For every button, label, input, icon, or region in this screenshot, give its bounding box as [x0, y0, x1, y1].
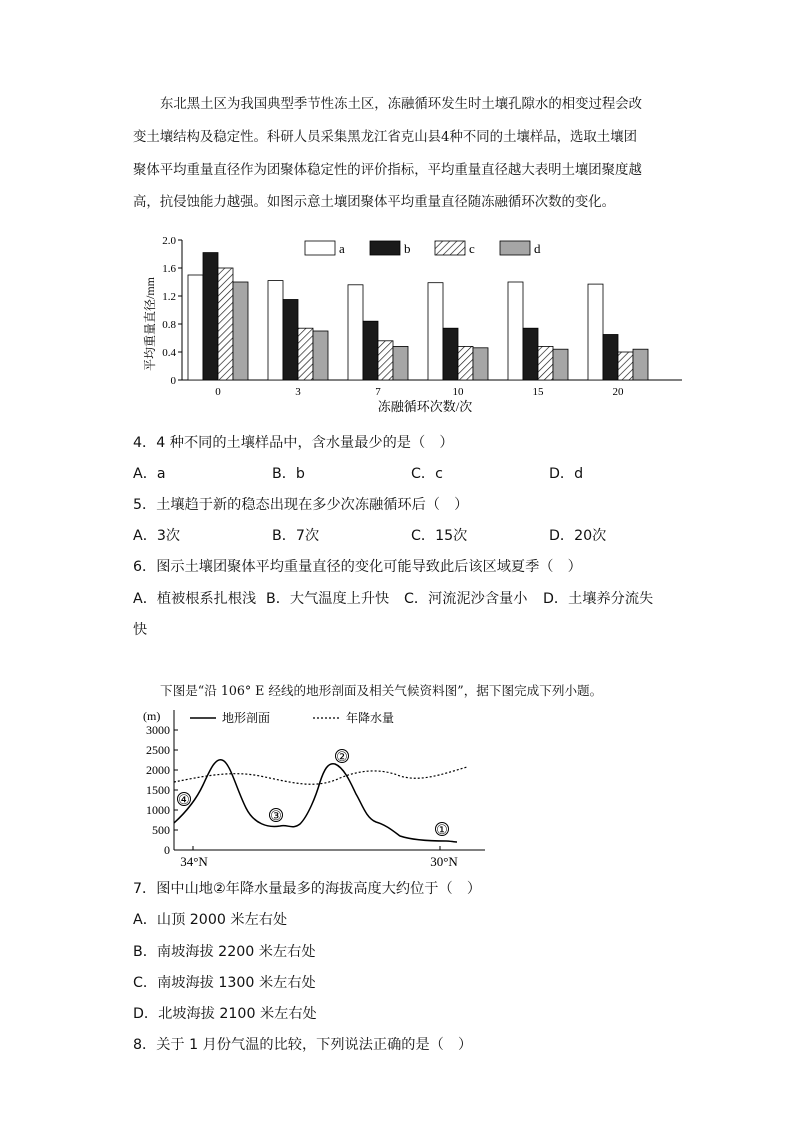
profile-y-tick: 3000	[146, 723, 170, 737]
chart-x-tick-label: 3	[295, 386, 301, 398]
profile-y-tick: 1500	[146, 783, 170, 797]
passage-1-line-1: 东北黑土区为我国典型季节性冻土区，冻融循环发生时土壤孔隙水的相变过程会改	[160, 97, 643, 112]
bar-b-15	[523, 328, 538, 380]
bar-c-20	[618, 352, 633, 380]
bar-d-3	[313, 331, 328, 380]
chart-bars	[188, 253, 648, 380]
profile-marker-1	[436, 822, 449, 837]
bar-chart	[130, 228, 690, 420]
profile-y-tick: 500	[152, 823, 170, 837]
profile-x-label-left: 34°N	[180, 854, 208, 869]
question-4-option-a[interactable]: A．a	[133, 466, 166, 482]
chart-y-axis-label: 平均重量直径/mm	[143, 276, 157, 372]
bar-a-3	[268, 281, 283, 380]
question-5-option-c[interactable]: C．15次	[411, 528, 468, 544]
bar-b-20	[603, 335, 618, 381]
terrain-profile-chart	[130, 700, 490, 872]
passage-1-line-2: 变土壤结构及稳定性。科研人员采集黑龙江省克山县4种不同的土壤样品，选取土壤团	[133, 130, 637, 145]
passage-2: 下图是“沿 106° E 经线的地形剖面及相关气候资料图”，据下图完成下列小题。	[160, 683, 603, 698]
question-5-option-d[interactable]: D．20次	[549, 528, 607, 544]
question-6-option-d[interactable]: D．土壤养分流失	[543, 591, 654, 607]
bar-c-0	[218, 268, 233, 380]
question-7-option-d[interactable]: D．北坡海拔 2100 米左右处	[133, 1006, 317, 1022]
marker-2-label: ②	[336, 749, 348, 764]
question-7-option-c[interactable]: C．南坡海拔 1300 米左右处	[133, 975, 316, 991]
question-6-option-b[interactable]: B．大气温度上升快	[266, 591, 390, 607]
profile-x-label-right: 30°N	[430, 854, 458, 869]
chart-x-axis-label: 冻融循环次数/次	[377, 399, 473, 414]
chart-y-tick-label: 1.2	[162, 291, 176, 303]
legend-label-a: a	[339, 241, 345, 256]
question-7-option-a[interactable]: A．山顶 2000 米左右处	[133, 912, 288, 928]
chart-y-tick-label: 0	[170, 375, 176, 387]
profile-y-tick: 1000	[146, 803, 170, 817]
passage-1-line-4: 高，抗侵蚀能力越强。如图示意土壤团聚体平均重量直径随冻融循环次数的变化。	[133, 195, 616, 210]
profile-y-ticks	[146, 723, 178, 857]
chart-y-tick-label: 2.0	[162, 235, 176, 247]
chart-x-tick-label: 7	[375, 386, 381, 398]
bar-a-7	[348, 285, 363, 380]
chart-y-tick-label: 1.6	[162, 263, 176, 275]
bar-a-10	[428, 283, 443, 380]
marker-4-label: ④	[178, 792, 190, 807]
chart-y-tick-label: 0.4	[162, 347, 176, 359]
question-6-option-d-wrap: 快	[133, 622, 148, 638]
bar-b-7	[363, 321, 378, 380]
question-4-option-c[interactable]: C．c	[411, 466, 443, 482]
legend-swatch-d	[500, 241, 530, 255]
bar-a-20	[588, 284, 603, 380]
chart-y-tick-label: 0.8	[162, 319, 176, 331]
legend-swatch-a	[305, 241, 335, 255]
question-7-option-b[interactable]: B．南坡海拔 2200 米左右处	[133, 944, 316, 960]
marker-1-label: ①	[436, 822, 448, 837]
passage-1-line-3: 聚体平均重量直径作为团聚体稳定性的评价指标，平均重量直径越大表明土壤团聚度越	[133, 163, 642, 178]
bar-b-0	[203, 253, 218, 380]
profile-y-tick: 2500	[146, 743, 170, 757]
legend-swatch-b	[370, 241, 400, 255]
bar-d-20	[633, 349, 648, 380]
chart-x-ticks	[215, 386, 624, 398]
legend-label-d: d	[534, 241, 541, 256]
chart-x-tick-label: 20	[612, 386, 624, 398]
question-5-option-b[interactable]: B．7次	[272, 528, 320, 544]
legend-label-b: b	[404, 241, 411, 256]
profile-marker-3	[270, 808, 283, 823]
legend-swatch-c	[435, 241, 465, 255]
chart-y-ticks	[162, 235, 182, 387]
chart-legend	[305, 241, 541, 256]
bar-a-0	[188, 275, 203, 380]
bar-a-15	[508, 282, 523, 380]
profile-unit-label: (m)	[143, 709, 161, 723]
chart-x-tick-label: 15	[532, 386, 544, 398]
profile-y-tick: 2000	[146, 763, 170, 777]
bar-c-15	[538, 346, 553, 380]
chart-x-tick-label: 10	[452, 386, 464, 398]
profile-marker-4	[178, 792, 191, 807]
question-8-stem: 8．关于 1 月份气温的比较，下列说法正确的是（ ）	[133, 1037, 473, 1053]
question-6-option-a[interactable]: A．植被根系扎根浅	[133, 591, 257, 607]
profile-marker-2	[336, 749, 349, 764]
question-4-option-d[interactable]: D．d	[549, 466, 584, 482]
legend-terrain-label: 地形剖面	[222, 711, 271, 725]
bar-c-10	[458, 346, 473, 380]
bar-c-3	[298, 328, 313, 380]
profile-y-tick: 0	[164, 843, 170, 857]
question-5-stem: 5．土壤趋于新的稳态出现在多少次冻融循环后（ ）	[133, 497, 469, 513]
question-5-option-a[interactable]: A．3次	[133, 528, 181, 544]
legend-label-c: c	[469, 241, 475, 256]
bar-b-3	[283, 300, 298, 381]
bar-d-0	[233, 282, 248, 380]
bar-d-7	[393, 346, 408, 380]
question-4-option-b[interactable]: B．b	[272, 466, 305, 482]
question-6-option-c[interactable]: C．河流泥沙含量小	[404, 591, 528, 607]
bar-b-10	[443, 328, 458, 380]
bar-d-10	[473, 348, 488, 380]
question-6-stem: 6．图示土壤团聚体平均重量直径的变化可能导致此后该区域夏季（ ）	[133, 559, 582, 575]
bar-c-7	[378, 341, 393, 380]
question-7-stem: 7．图中山地②年降水量最多的海拔高度大约位于（ ）	[133, 881, 482, 897]
chart-x-tick-label: 0	[215, 386, 221, 398]
question-4-stem: 4．4 种不同的土壤样品中，含水量最少的是（ ）	[133, 435, 454, 451]
terrain-curve	[174, 760, 457, 842]
marker-3-label: ③	[270, 808, 282, 823]
bar-d-15	[553, 349, 568, 380]
legend-precip-label: 年降水量	[346, 711, 395, 725]
